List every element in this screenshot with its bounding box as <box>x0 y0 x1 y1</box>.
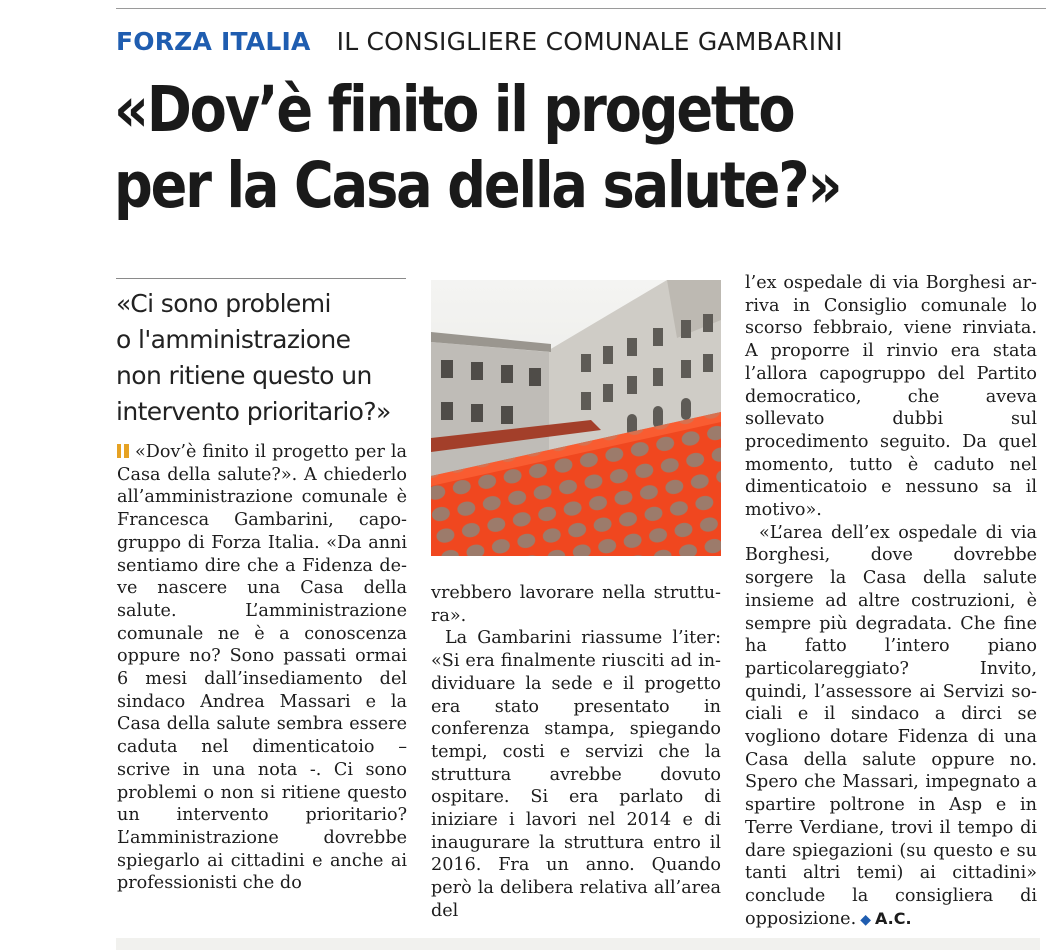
body-col2-paragraph-1: vrebbero lavorare nella struttura». <box>431 583 721 626</box>
section-kicker <box>116 8 1046 70</box>
author-signature: A.C. <box>874 908 912 928</box>
body-col3-paragraph-2-text: «L’area dell’ex ospedale di via Borghesi, dove dovrebbe sorgere la Casa della salute insieme ad altre costruzioni, è sempre più degradata. Che fine ha fatto l’intero piano particolareggiato? Invito, quindi, l’assessore ai Servizi sociali e il sindaco a dirci se vogliono dotare Fidenza di una Casa della salute oppure no. Spero che Massari, impegnato a spartire poltrone in Asp e in Terre Verdiane, trovi il tempo di dare spiegazioni (su questo e su tanti altri temi) ai cittadini» conclude la consigliera di opposizione. <box>745 522 1037 929</box>
article-subhead: «Ci sono problemi o l'amministrazione non ritiene questo un intervento prioritario?» <box>116 289 391 426</box>
body-col3-paragraph-2 <box>745 522 1037 932</box>
headline-line-1: «Dov’è finito il progetto <box>114 73 794 146</box>
subhead-divider <box>116 278 406 279</box>
body-column-1 <box>117 441 407 895</box>
page-bottom-band <box>116 938 1040 950</box>
headline-line-2: per la Casa della salute?» <box>114 149 841 222</box>
hospital-building-photo <box>431 280 721 556</box>
body-col3-paragraph-1: l’ex ospedale di via Borghesi arriva in Consiglio comunale lo scorso febbraio, viene rinviata. A proporre il rinvio era stata l’allora capogruppo del Partito democratico, che aveva sollevato dubbi sul procedimento seguito. Da quel momento, tutto è caduto nel dimenticatoio e nessuno sa il motivo». <box>745 273 1037 521</box>
kicker-party: FORZA ITALIA <box>116 27 311 56</box>
article-headline <box>114 72 888 224</box>
body-col2-paragraph-2: La Gambarini riassume l’iter: «Si era finalmente riusciti ad individuare la sede e il progetto era stato presentato in conferenza stampa, spiegando tempi, costi e servizi che la struttura avrebbe dovuto ospitare. Si era parlato di iniziare i lavori nel 2014 e di inaugurare la struttura entro il 2016. Fra un anno. Quando però la delibera relativa all’area del <box>431 628 721 921</box>
body-column-2 <box>431 582 721 923</box>
body-column-3 <box>745 272 1037 931</box>
body-col1-text: «Dov’è finito il progetto per la Casa della salute?». A chiederlo all’amministrazione comunale è Francesca Gambarini, capogruppo di Forza Italia. «Da anni sentiamo dire che a Fidenza deve nascere una Casa della salute. L’amministrazione comunale ne è a conoscenza oppure no? Sono passati ormai 6 mesi dall’insediamento del sindaco Andrea Massari e la Casa della salute sembra essere caduta nel dimenticatoio – scrive in una nota -. Ci sono problemi o non si ritiene questo un intervento prioritario? L’amministrazione dovrebbe spiegarlo ai cittadini e anche ai professionisti che do <box>117 442 407 894</box>
paragraph-marker-icon <box>117 444 129 458</box>
kicker-topic: IL CONSIGLIERE COMUNALE GAMBARINI <box>336 27 843 56</box>
end-diamond-icon: ◆ <box>860 911 871 928</box>
